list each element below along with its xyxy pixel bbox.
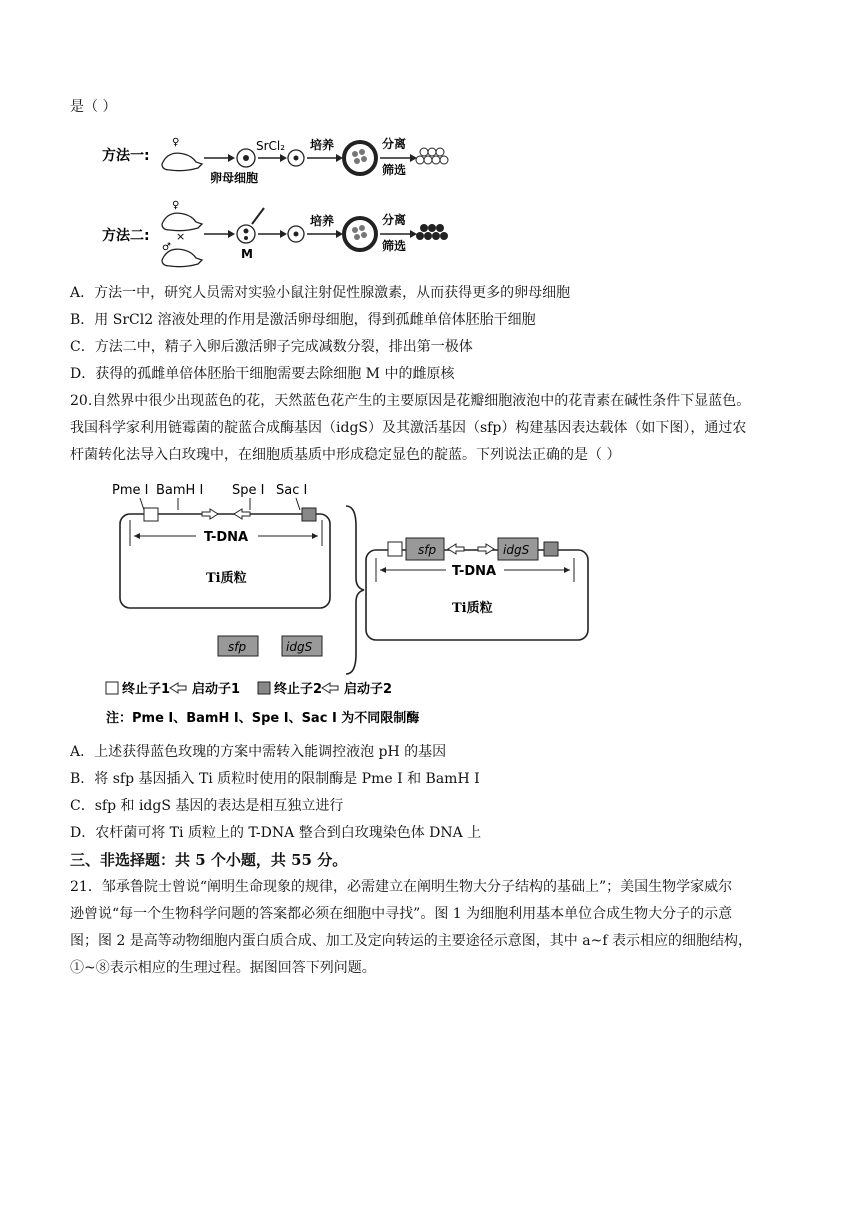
spe-label: Spe I: [232, 483, 265, 498]
q20-stem-line1: 20.自然界中很少出现蓝色的花，天然蓝色花产生的主要原因是花瓣细胞液泡中的花青素在碱性条件下显蓝色。: [70, 393, 751, 409]
q20-option-c: C．sfp 和 idgS 基因的表达是相互独立进行: [70, 798, 344, 814]
separate-label-2: 分离: [382, 213, 407, 227]
tdna-label-left: T-DNA: [204, 530, 249, 545]
q20-option-d: D．农杆菌可将 Ti 质粒上的 T-DNA 整合到白玫瑰染色体 DNA 上: [70, 825, 482, 841]
promoter2-arrow-right: [478, 544, 494, 554]
plasmid-label-left: Ti质粒: [206, 571, 247, 586]
oocyte-icon-2: [237, 225, 255, 243]
q19-option-b: B．用 SrCl2 溶液处理的作用是激活卵母细胞，得到孤雌单倍体胚胎干细胞: [70, 312, 536, 328]
oocyte-label: 卵母细胞: [210, 171, 259, 185]
male-symbol: ♂: [162, 242, 171, 253]
needle-icon: [252, 208, 264, 224]
brace: [346, 506, 364, 674]
q20-figure: [100, 478, 600, 730]
blastocyst-icon-1: [344, 142, 376, 174]
female-symbol-2: ♀: [172, 200, 180, 211]
legend-promoter1: 启动子1: [192, 682, 241, 697]
q19-option-d: D．获得的孤雌单倍体胚胎干细胞需要去除细胞 M 中的雌原核: [70, 366, 455, 382]
q19-figure: [100, 128, 460, 268]
mouse-icon-2: [162, 213, 202, 231]
terminator1-box-right: [388, 542, 402, 556]
pme-label: Pme I: [112, 483, 149, 498]
legend-promoter1-icon: [170, 683, 186, 693]
ti-plasmid-left: [120, 514, 330, 608]
legend-promoter2-icon: [322, 683, 338, 693]
stem-cells-icon-2: [416, 224, 448, 240]
q20-stem-line3: 杆菌转化法导入白玫瑰中，在细胞质基质中形成稳定显色的靛蓝。下列说法正确的是（ ）: [70, 447, 621, 463]
stem-cells-icon-1: [416, 148, 448, 164]
cross-symbol: ×: [176, 230, 186, 243]
reagent-label: SrCl₂: [256, 139, 286, 153]
method2-label: 方法二:: [102, 228, 150, 244]
terminator2-box-right: [544, 542, 558, 556]
screen-label-2: 筛选: [382, 239, 407, 253]
terminator1-box-left: [144, 508, 158, 521]
figure-note: 注：Pme I、BamH I、Spe I、Sac I 为不同限制酶: [106, 711, 420, 726]
q21-line2: 逊曾说“每一个生物科学问题的答案都必须在细胞中寻找”。图 1 为细胞利用基本单位合成生物大分子的示意: [70, 906, 733, 922]
promoter2-arrow-left: [234, 509, 250, 519]
mouse-icon-1: [162, 153, 202, 171]
method1-label: 方法一:: [102, 148, 150, 164]
terminator2-box-left: [302, 508, 316, 521]
promoter1-arrow-right: [448, 544, 464, 554]
idgs-label-right: idgS: [503, 543, 530, 557]
q20-option-b: B．将 sfp 基因插入 Ti 质粒时使用的限制酶是 Pme I 和 BamH I: [70, 771, 480, 787]
female-symbol-1: ♀: [172, 137, 180, 148]
legend-terminator2: 终止子2: [274, 682, 323, 697]
mouse-icon-3: [162, 249, 202, 267]
section3-title: 三、非选择题：共 5 个小题，共 55 分。: [70, 851, 348, 869]
promoter1-arrow-left: [202, 509, 218, 519]
legend-promoter2: 启动子2: [344, 682, 393, 697]
separate-label-1: 分离: [382, 137, 407, 151]
culture-label-2: 培养: [310, 214, 335, 228]
screen-label-1: 筛选: [382, 163, 407, 177]
plasmid-label-right: Ti质粒: [452, 601, 493, 616]
blastocyst-icon-2: [344, 218, 376, 250]
q19-option-a: A．方法一中，研究人员需对实验小鼠注射促性腺激素，从而获得更多的卵母细胞: [70, 285, 571, 301]
legend-terminator1-icon: [106, 682, 118, 694]
sfp-label-right: sfp: [418, 543, 437, 557]
bamh-label: BamH I: [156, 483, 204, 498]
idgs-gene-label: idgS: [286, 640, 313, 654]
sac-label: Sac I: [276, 483, 308, 498]
m-label: M: [241, 247, 253, 261]
culture-label-1: 培养: [310, 138, 335, 152]
q20-option-a: A．上述获得蓝色玫瑰的方案中需转入能调控液泡 pH 的基因: [70, 744, 447, 760]
tdna-label-right: T-DNA: [452, 564, 497, 579]
legend-terminator1: 终止子1: [122, 682, 171, 697]
sfp-gene-label: sfp: [228, 640, 247, 654]
q21-line1: 21．邹承鲁院士曾说“阐明生命现象的规律，必需建立在阐明生物大分子结构的基础上”；美国生物学家威尔: [70, 879, 733, 895]
q20-stem-line2: 我国科学家利用链霉菌的靛蓝合成酶基因（idgS）及其激活基因（sfp）构建基因表达载体（如下图），通过农: [70, 420, 747, 436]
q21-line3: 图；图 2 是高等动物细胞内蛋白质合成、加工及定向转运的主要途径示意图，其中 a~f 表示相应的细胞结构，: [70, 933, 752, 949]
q19-option-c: C．方法二中，精子入卵后激活卵子完成减数分裂，排出第一极体: [70, 339, 473, 355]
q21-line4: ①~⑧表示相应的生理过程。据图回答下列问题。: [70, 960, 376, 976]
legend-terminator2-icon: [258, 682, 270, 694]
q19-stem-tail: 是（ ）: [70, 99, 117, 115]
